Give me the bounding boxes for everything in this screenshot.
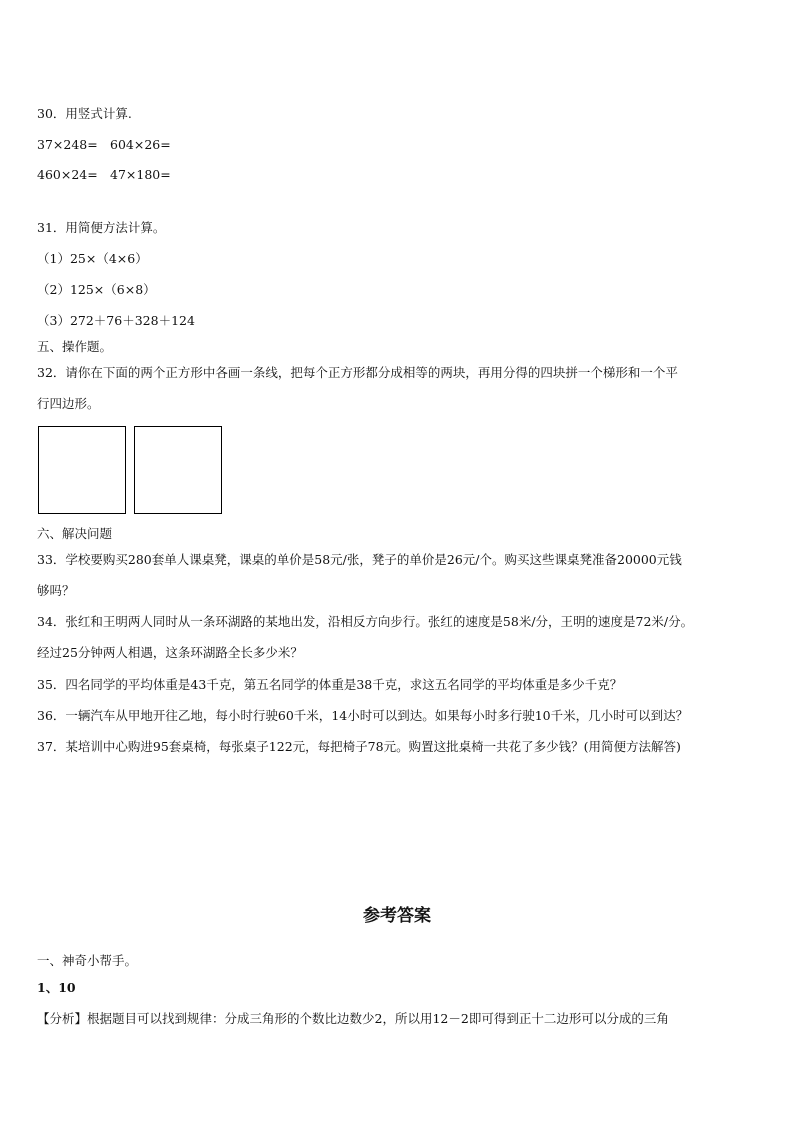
q31-title: 31．用简便方法计算。 bbox=[37, 220, 166, 235]
answer-1: 1、10 bbox=[37, 980, 76, 995]
q31-item-1: （1）25×（4×6） bbox=[37, 251, 148, 266]
q33-line-1: 33．学校要购买280套单人课桌凳，课桌的单价是58元/张，凳子的单价是26元/个。购买这些课桌凳准备20000元钱 bbox=[37, 552, 682, 567]
square-1 bbox=[38, 426, 126, 514]
q34-line-1: 34．张红和王明两人同时从一条环湖路的某地出发，沿相反方向步行。张红的速度是58米/分，王明的速度是72米/分。 bbox=[37, 614, 694, 629]
q30-expr-4: 47×180= bbox=[110, 167, 171, 182]
square-2 bbox=[134, 426, 222, 514]
q30-expr-1: 37×248= bbox=[37, 137, 98, 152]
q33-line-2: 够吗？ bbox=[37, 583, 75, 598]
q30-expr-2: 604×26= bbox=[110, 137, 171, 152]
answer-1-analysis: 【分析】根据题目可以找到规律：分成三角形的个数比边数少2，所以用12－2即可得到正十二边形可以分成的三角 bbox=[37, 1011, 669, 1026]
answers-title: 参考答案 bbox=[363, 906, 431, 926]
section-5-heading: 五、操作题。 bbox=[37, 339, 113, 354]
q30-title: 30．用竖式计算. bbox=[37, 106, 132, 121]
question-35: 35．四名同学的平均体重是43千克，第五名同学的体重是38千克，求这五名同学的平均体重是多少千克？ bbox=[37, 677, 623, 692]
answers-section-1: 一、神奇小帮手。 bbox=[37, 953, 138, 968]
q30-expr-3: 460×24= bbox=[37, 167, 98, 182]
section-6-heading: 六、解决问题 bbox=[37, 526, 113, 541]
question-36: 36．一辆汽车从甲地开往乙地，每小时行驶60千米，14小时可以到达。如果每小时多行驶10千米，几小时可以到达？ bbox=[37, 708, 689, 723]
q34-line-2: 经过25分钟两人相遇，这条环湖路全长多少米？ bbox=[37, 645, 303, 660]
q31-item-3: （3）272＋76＋328＋124 bbox=[37, 313, 195, 328]
q32-line-1: 32．请你在下面的两个正方形中各画一条线，把每个正方形都分成相等的两块，再用分得的四块拼一个梯形和一个平 bbox=[37, 365, 678, 380]
q32-line-2: 行四边形。 bbox=[37, 396, 100, 411]
question-37: 37．某培训中心购进95套桌椅，每张桌子122元，每把椅子78元。购置这批桌椅一共花了多少钱？(用简便方法解答) bbox=[37, 739, 681, 754]
q31-item-2: （2）125×（6×8） bbox=[37, 282, 156, 297]
